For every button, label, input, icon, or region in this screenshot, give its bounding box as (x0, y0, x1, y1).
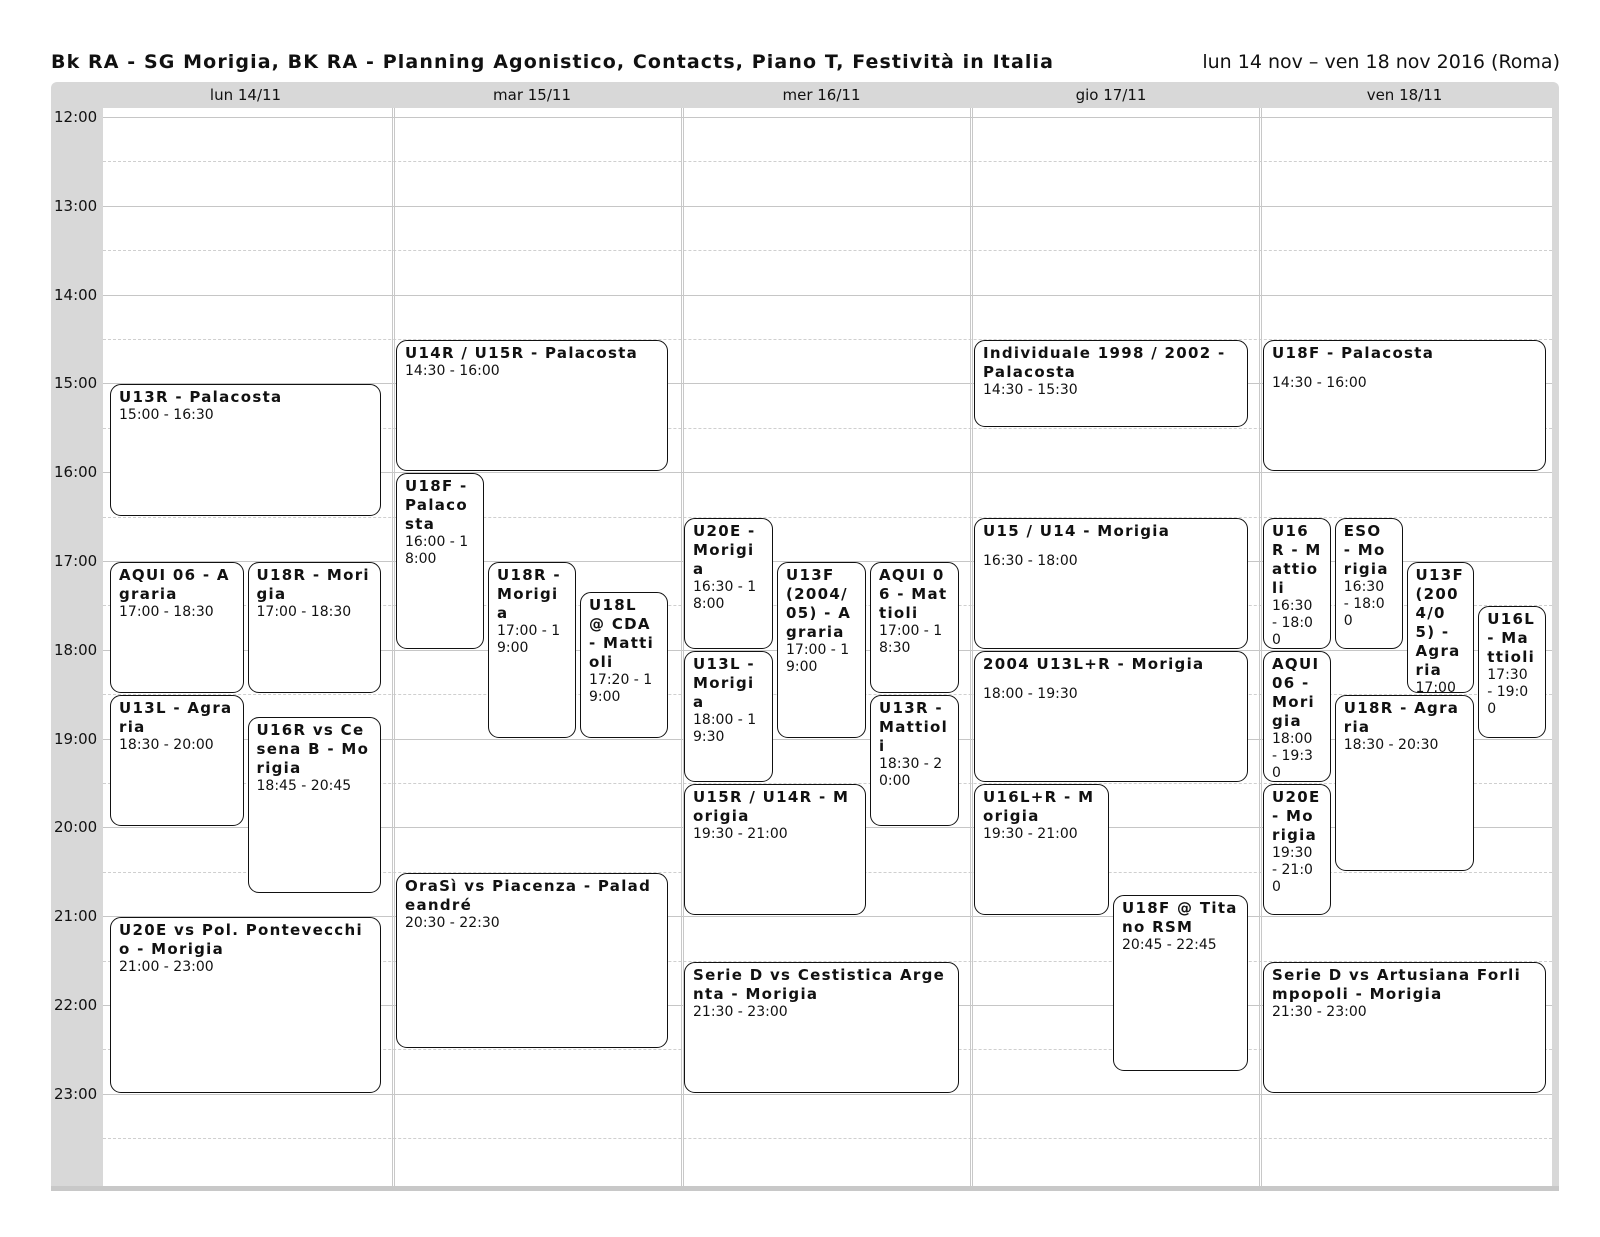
half-hour-gridline (103, 1138, 1552, 1139)
event-time: 16:30 - 18:00 (983, 552, 1078, 569)
event-title: U16R - Mattioli (1272, 521, 1322, 597)
hour-label: 23:00 (54, 1084, 98, 1103)
event-time: 18:30 - 20:30 (1343, 737, 1439, 754)
event-title: U18R - Agraria (1343, 699, 1460, 737)
hour-label: 14:00 (54, 285, 98, 304)
event-time: 18:00 - 19:30 (1272, 730, 1313, 781)
event-time: 20:30 - 22:30 (405, 914, 500, 931)
day-divider (970, 108, 973, 1186)
hour-label: 20:00 (54, 818, 98, 837)
day-divider (1259, 108, 1262, 1186)
event-time: 19:30 - 21:00 (693, 826, 788, 842)
event-title: OraSì vs Piacenza - Paladeandré (405, 876, 652, 914)
event-title: U15R / U14R - Morigia (693, 788, 850, 825)
half-hour-gridline (103, 161, 1552, 162)
event-title: AQUI 06 - Mattioli (879, 566, 948, 622)
event-time: 18:30 - 20:00 (879, 756, 943, 790)
bottom-bar (51, 1186, 1559, 1191)
hour-gridline (103, 206, 1552, 207)
event-time: 19:30 - 21:00 (1272, 845, 1313, 895)
calendar-event[interactable] (1335, 518, 1403, 649)
calendar-event[interactable] (974, 340, 1248, 427)
hour-label: 19:00 (54, 729, 98, 748)
calendar-event[interactable] (580, 592, 668, 738)
event-title: U18F - Palacosta (1272, 344, 1435, 362)
event-time: 17:00 - 19:00 (497, 623, 561, 656)
calendar-event[interactable] (777, 562, 866, 738)
event-time: 16:00 - 18:00 (405, 534, 469, 568)
calendar-event[interactable] (1263, 340, 1546, 471)
event-title: Serie D vs Cestistica Argenta - Morigia (693, 965, 946, 1003)
calendar-event[interactable] (684, 651, 773, 782)
event-time: 19:30 - 21:00 (983, 826, 1078, 842)
event-time: 17:00 - 18:30 (256, 604, 352, 620)
calendar-event[interactable] (1478, 606, 1546, 737)
event-title: U16L - Mattioli (1487, 610, 1536, 667)
calendar-event[interactable] (110, 562, 244, 693)
calendar-event[interactable] (488, 562, 576, 738)
event-title: U18F - Palacosta (405, 477, 468, 534)
hour-gridline (103, 117, 1552, 118)
hour-label: 15:00 (54, 374, 98, 393)
event-title: U13F (2004/05) - Agraria (786, 566, 852, 641)
event-title: U14R / U15R - Palacosta (405, 344, 639, 362)
calendar-event[interactable] (684, 518, 773, 649)
event-title: U16R vs Cesena B - Morigia (256, 721, 370, 778)
calendar-event[interactable] (248, 717, 382, 893)
hour-label: 21:00 (54, 907, 98, 926)
hour-label: 22:00 (54, 996, 98, 1014)
event-time: 21:30 - 23:00 (1272, 1003, 1367, 1020)
calendar-event[interactable] (396, 340, 668, 471)
event-title: 2004 U13L+R - Morigia (983, 654, 1205, 673)
calendar-event[interactable] (396, 473, 484, 649)
hour-label: 18:00 (54, 640, 98, 659)
event-time: 14:30 - 15:30 (983, 382, 1078, 398)
event-title: AQUI 06 - Agraria (119, 566, 230, 603)
calendar-event[interactable] (110, 695, 244, 826)
event-time: 14:30 - 16:00 (1272, 375, 1367, 391)
event-title: U15 / U14 - Morigia (983, 521, 1171, 540)
day-divider (392, 108, 395, 1186)
event-time: 18:45 - 20:45 (256, 778, 352, 795)
event-time: 21:30 - 23:00 (693, 1003, 788, 1020)
event-title: U20E vs Pol. Pontevecchio - Morigia (119, 921, 363, 959)
event-time: 18:30 - 20:00 (119, 737, 214, 754)
event-time: 17:00 (1415, 680, 1456, 694)
event-time: 20:45 - 22:45 (1122, 937, 1217, 953)
event-time: 21:00 - 23:00 (119, 959, 214, 976)
hour-gridline (103, 1094, 1552, 1095)
day-header-thu: gio 17/11 (1075, 86, 1147, 104)
event-time: 15:00 - 16:30 (119, 407, 214, 424)
calendar-event[interactable] (248, 562, 382, 693)
event-time: 17:00 - 18:30 (119, 604, 214, 620)
event-time: 17:20 - 19:00 (589, 671, 653, 705)
event-time: 16:30 - 18:00 (1343, 578, 1385, 629)
hour-gridline (103, 295, 1552, 296)
hour-label: 13:00 (54, 196, 98, 215)
event-title: Individuale 1998 / 2002 - Palacosta (983, 344, 1226, 381)
event-title: U20E - Morigia (693, 521, 756, 578)
date-range: lun 14 nov – ven 18 nov 2016 (Roma) (1202, 51, 1560, 73)
calendar-event[interactable] (684, 784, 866, 915)
event-time: 16:30 - 18:00 (693, 578, 757, 612)
calendar-event[interactable] (974, 651, 1248, 782)
event-time: 14:30 - 16:00 (405, 363, 500, 379)
calendar-event[interactable] (1335, 695, 1475, 871)
hour-label: 17:00 (54, 552, 98, 570)
half-hour-gridline (103, 250, 1552, 251)
calendar-event[interactable] (1263, 784, 1331, 915)
calendar-event[interactable] (396, 873, 668, 1049)
hour-label: 16:00 (54, 463, 98, 482)
event-time: 17:00 - 18:30 (879, 623, 943, 656)
calendar-event[interactable] (870, 695, 959, 826)
event-title: U13F (2004/05) - Agraria (1415, 566, 1465, 679)
calendar-event[interactable] (684, 962, 959, 1093)
event-title: U18F @ Titano RSM (1122, 899, 1238, 936)
calendar-event[interactable] (110, 384, 381, 515)
event-title: U20E - Morigia (1272, 788, 1321, 844)
event-title: U13R - Palacosta (119, 388, 283, 407)
hour-label: 12:00 (54, 108, 98, 126)
event-title: U13L - Morigia (693, 654, 755, 711)
event-title: U18R - Morigia (256, 566, 370, 603)
day-header-fri: ven 18/11 (1366, 86, 1443, 104)
event-title: ESO - Morigia (1343, 521, 1389, 578)
calendar-event[interactable] (1263, 651, 1331, 782)
event-time: 18:00 - 19:30 (693, 711, 757, 745)
calendar-event[interactable] (1263, 962, 1546, 1093)
calendar-event[interactable] (974, 784, 1109, 915)
calendar-event[interactable] (1113, 895, 1248, 1071)
event-title: U13R - Mattioli (879, 699, 949, 756)
event-time: 17:30 - 19:00 (1487, 667, 1529, 718)
event-title: AQUI 06 - Morigia (1272, 654, 1320, 730)
calendar-event[interactable] (110, 917, 381, 1093)
event-title: Serie D vs Artusiana Forlimpopoli - Morigia (1272, 965, 1522, 1003)
calendar-event[interactable] (974, 518, 1248, 649)
event-title: U18R - Morigia (497, 566, 561, 622)
calendar-event[interactable] (870, 562, 959, 693)
event-time: 17:00 - 19:00 (786, 642, 850, 675)
event-title: U13L - Agraria (119, 699, 233, 737)
day-header-mon: lun 14/11 (209, 86, 282, 104)
calendar-event[interactable] (1407, 562, 1475, 693)
event-time: 18:00 - 19:30 (983, 685, 1078, 702)
day-header-tue: mar 15/11 (493, 86, 571, 104)
day-header-wed: mer 16/11 (782, 86, 861, 104)
half-hour-gridline (103, 517, 1552, 518)
event-time: 16:30 - 18:00 (1272, 597, 1313, 648)
event-title: U18L @ CDA - Mattioli (589, 595, 655, 671)
calendar-title: Bk RA - SG Morigia, BK RA - Planning Agonistico, Contacts, Piano T, Festività in Italia (51, 51, 1055, 73)
calendar-event[interactable] (1263, 518, 1331, 649)
event-title: U16L+R - Morigia (983, 788, 1095, 825)
